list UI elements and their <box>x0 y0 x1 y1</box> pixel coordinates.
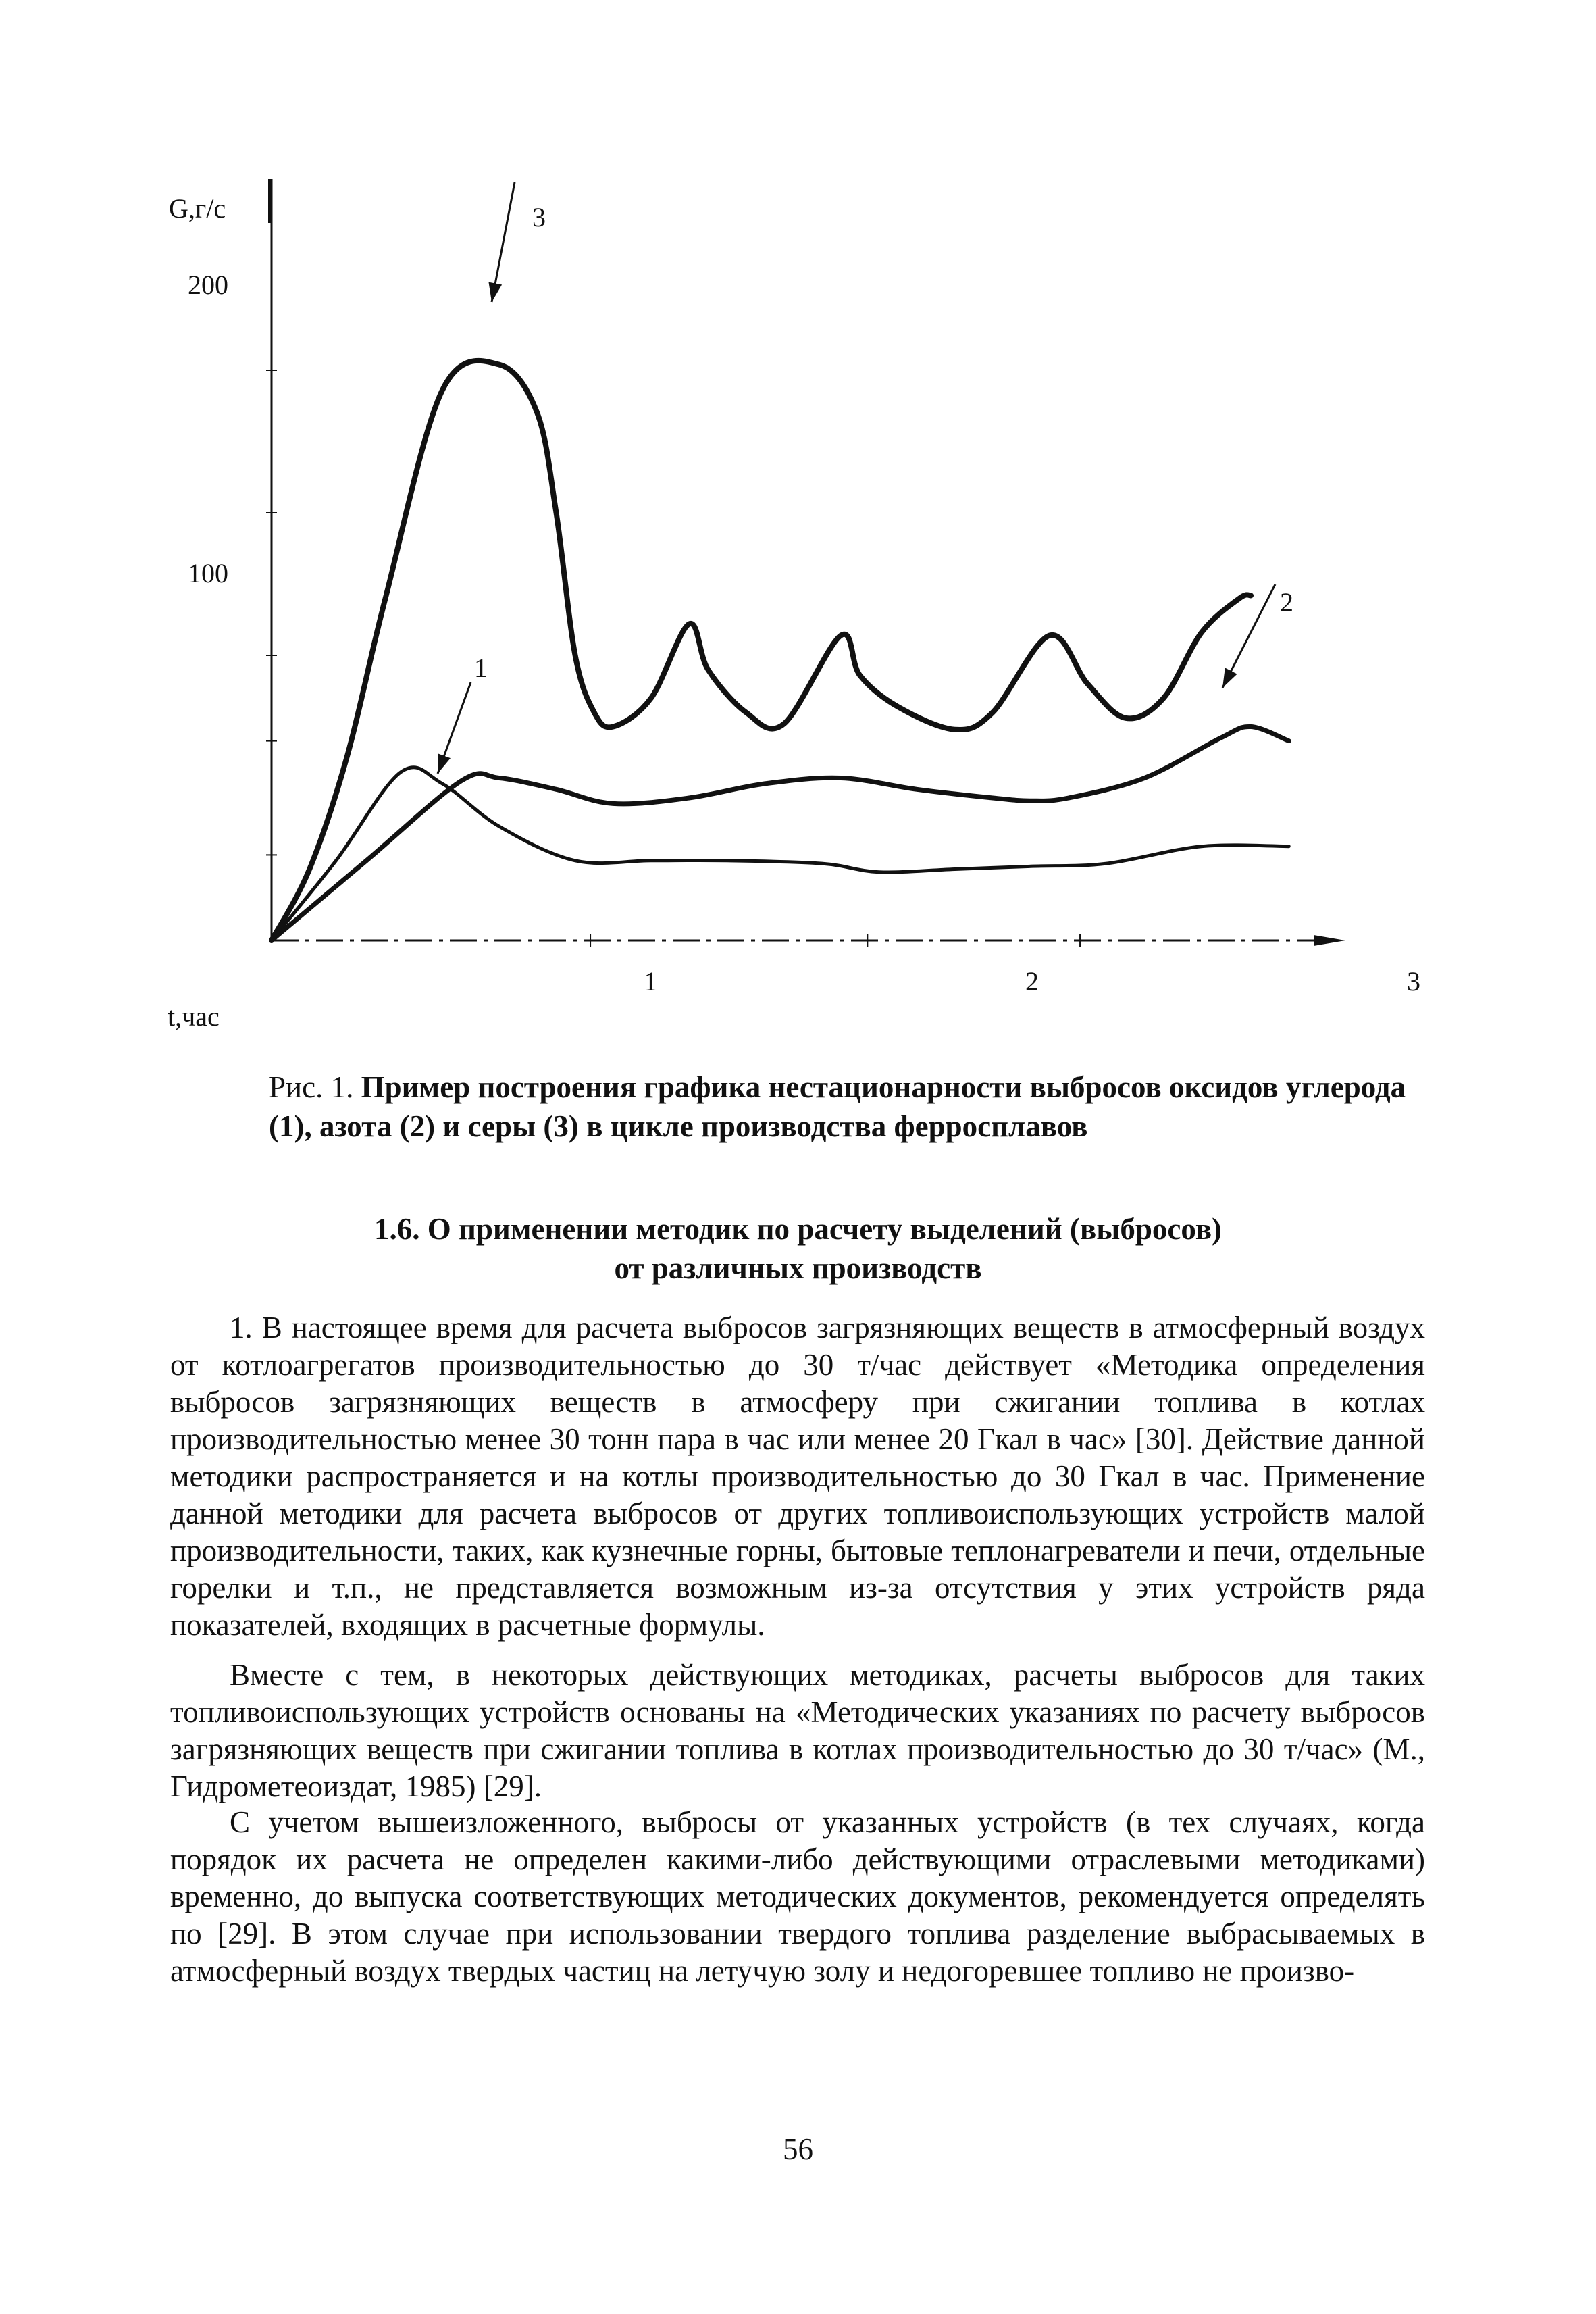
section-heading-line1: 1.6. О применении методик по расчету выделений (выбросов) <box>374 1212 1222 1246</box>
x-axis-label: t,час <box>168 1001 220 1032</box>
annotation-1: 1 <box>474 653 488 683</box>
figure-caption <box>269 1067 1417 1146</box>
section-heading-line2: от различных производств <box>614 1251 982 1285</box>
chart-arrows <box>438 182 1275 774</box>
chart-labels <box>168 193 1420 1032</box>
arrow-3-head <box>488 282 502 302</box>
chart-series <box>272 361 1289 940</box>
caption-text: Пример построения графика нестационарности выбросов оксидов углерода (1), азота (2) и серы (3) в цикле производства ферросплавов <box>269 1070 1406 1143</box>
x-tick-label-2: 2 <box>1025 966 1039 997</box>
paragraph-1: 1. В настоящее время для расчета выбросов загрязняющих веществ в атмосферный воздух от котлоагрегатов производительностью до 30 т/час действует «Методика определения выбросов загрязняющих веществ в атмосферу при сжигании топлива в котлах производительностью менее 30 тонн пара в час или менее 20 Гкал в час» [30]. Действие данной методики распространяется и на котлы производительностью до 30 Гкал в час. Применение данной методики для расчета выбросов от других топливоиспользующих устройств малой производительности, таких, как кузнечные горны, бытовые теплонагреватели и печи, отдельные горелки и т.п., не представляется возможным из-за отсутствия у этих устройств ряда показателей, входящих в расчетные формулы. <box>170 1311 1425 1642</box>
emissions-chart <box>0 0 1596 1054</box>
y-axis-label: G,г/с <box>169 193 226 224</box>
series-line-2 <box>272 726 1289 940</box>
annotation-2: 2 <box>1280 587 1293 618</box>
arrow-1-head <box>438 753 451 774</box>
chart-axes <box>266 179 1345 947</box>
arrow-2-head <box>1222 668 1237 688</box>
page-number: 56 <box>783 2132 813 2166</box>
series-line-1 <box>272 768 1289 940</box>
x-tick-label-1: 1 <box>644 966 657 997</box>
annotation-3: 3 <box>532 202 546 232</box>
series-line-3 <box>272 361 1251 940</box>
caption-prefix: Рис. 1. <box>269 1070 361 1104</box>
y-tick-label-200: 200 <box>188 270 228 300</box>
y-tick-label-100: 100 <box>188 558 228 588</box>
x-axis-arrowhead <box>1314 935 1345 946</box>
paragraph-2: Вместе с тем, в некоторых действующих методиках, расчеты выбросов для таких топливоиспользующих устройств основаны на «Методических указаниях по расчету выбросов загрязняющих веществ при сжигании топлива в котлах производительностью до 30 т/час» (М., Гидрометеоиздат, 1985) [29]. <box>170 1658 1425 1803</box>
x-tick-label-3: 3 <box>1407 966 1420 997</box>
section-heading <box>0 1209 1596 1288</box>
paragraph-3: С учетом вышеизложенного, выбросы от указанных устройств (в тех случаях, когда порядок их расчета не определен какими-либо действующими отраслевыми методиками) временно, до выпуска соответствующих методических документов, рекомендуется определять по [29]. В этом случае при использовании твердого топлива разделение выбрасываемых в атмосферный воздух твердых частиц на летучую золу и недогоревшее топливо не произво- <box>170 1805 1425 1988</box>
